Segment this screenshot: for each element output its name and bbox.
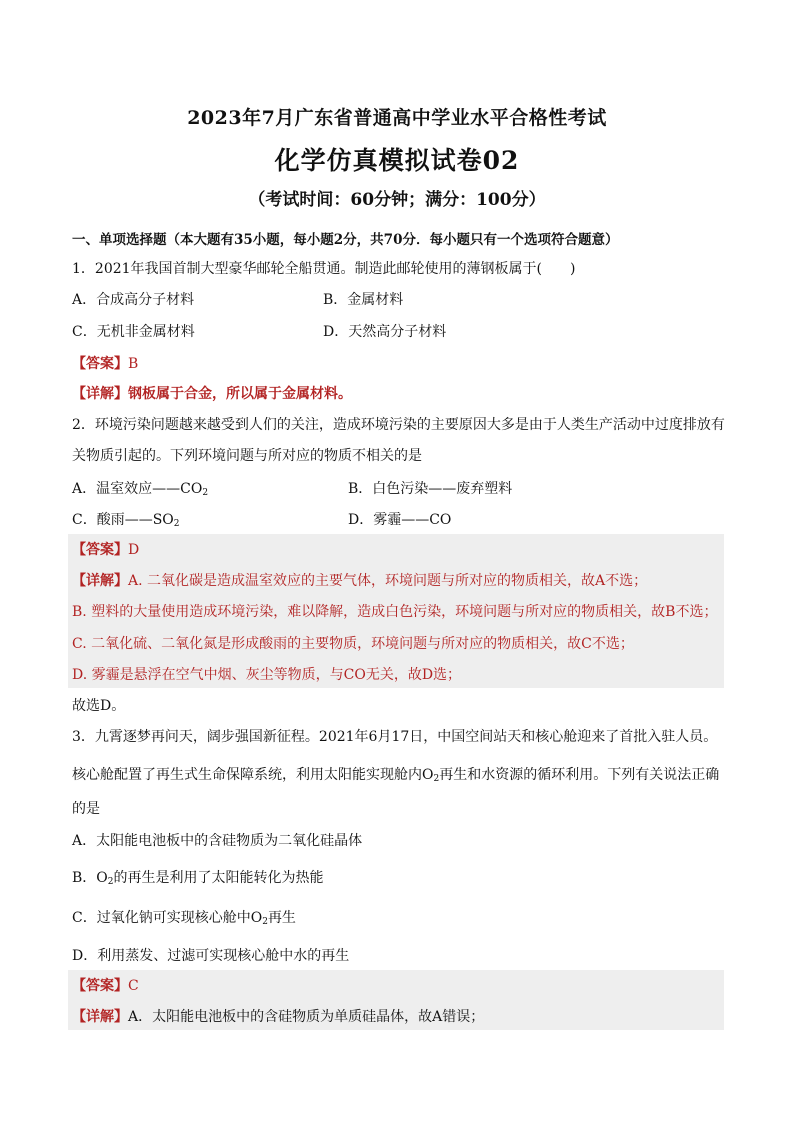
detail-label: 【详解】 <box>72 1009 128 1025</box>
q1-stem: 1．2021年我国首制大型豪华邮轮全船贯通。制造此邮轮使用的薄钢板属于( ) <box>72 261 576 277</box>
q3-option-b-sub: 2 <box>107 877 114 887</box>
answer-value: B <box>128 356 139 372</box>
answer-label: 【答案】 <box>72 978 128 994</box>
q2-stem-line1: 2．环境污染问题越来越受到人们的关注，造成环境污染的主要原因大多是由于人类生产活动中过度排放有 <box>72 417 725 433</box>
exam-title: 2023年7月广东省普通高中学业水平合格性考试 <box>187 107 607 129</box>
detail-text: A. 二氧化碳是造成温室效应的主要气体，环境问题与所对应的物质相关，故A不选； <box>128 573 648 589</box>
q3-option-b-text: B．O <box>72 870 108 886</box>
q3-stem-line2-text: 核心舱配置了再生式生命保障系统，利用太阳能实现舱内O <box>72 767 434 783</box>
q2-option-a-text: A．温室效应——CO <box>72 481 203 497</box>
answer-value: C <box>128 978 139 994</box>
q1-option-b: B．金属材料 <box>323 292 404 308</box>
q1-detail <box>72 383 352 403</box>
q2-option-d: D．雾霾——CO <box>348 512 452 528</box>
q3-option-d: D．利用蒸发、过滤可实现核心舱中水的再生 <box>72 948 350 964</box>
answer-label: 【答案】 <box>72 356 128 372</box>
q3-stem-line2-rest: 再生和水资源的循环利用。下列有关说法正确 <box>439 767 720 783</box>
q3-detail-a <box>72 1006 484 1026</box>
q3-stem-line3: 的是 <box>72 801 100 817</box>
q2-answer <box>72 539 139 559</box>
q1-option-a: A．合成高分子材料 <box>72 292 195 308</box>
q2-detail-c: C. 二氧化硫、二氧化氮是形成酸雨的主要物质，环境问题与所对应的物质相关，故C不选； <box>72 636 634 652</box>
q3-option-c-sub: 2 <box>262 917 268 927</box>
q2-option-c-sub: 2 <box>173 519 180 529</box>
q2-option-a-sub: 2 <box>202 488 209 498</box>
q3-stem-line2-sub: 2 <box>433 774 440 784</box>
section-heading: 一、单项选择题（本大题有35小题，每小题2分，共70分．每小题只有一个选项符合题意） <box>72 232 619 248</box>
q3-stem-line1: 3．九霄逐梦再问天，阔步强国新征程。2021年6月17日，中国空间站天和核心舱迎来了首批入驻人员。 <box>72 729 718 745</box>
q2-detail-d: D. 雾霾是悬浮在空气中烟、灰尘等物质，与CO无关，故D选； <box>72 667 462 683</box>
q1-option-d: D．天然高分子材料 <box>323 324 447 340</box>
q2-conclusion: 故选D。 <box>72 698 126 714</box>
q2-stem-line2: 关物质引起的。下列环境问题与所对应的物质不相关的是 <box>72 448 422 464</box>
detail-text: 钢板属于合金，所以属于金属材料。 <box>128 386 352 402</box>
answer-label: 【答案】 <box>72 542 128 558</box>
q2-option-a <box>72 478 208 498</box>
q3-option-b <box>72 867 324 887</box>
q3-option-c <box>72 907 296 927</box>
detail-text: A．太阳能电池板中的含硅物质为单质硅晶体，故A错误； <box>128 1009 485 1025</box>
q1-answer <box>72 353 138 373</box>
q3-option-b-rest: 的再生是利用了太阳能转化为热能 <box>113 870 324 886</box>
exam-info: （考试时间：60分钟；满分：100分） <box>248 190 546 210</box>
q3-stem-line2 <box>72 764 719 784</box>
answer-value: D <box>128 542 140 558</box>
detail-label: 【详解】 <box>72 573 128 589</box>
exam-subtitle: 化学仿真模拟试卷02 <box>274 146 520 175</box>
q3-option-a: A．太阳能电池板中的含硅物质为二氧化硅晶体 <box>72 833 363 849</box>
q2-detail-b: B. 塑料的大量使用造成环境污染，难以降解，造成白色污染，环境问题与所对应的物质相关，故B不选； <box>72 604 718 620</box>
q3-option-c-text: C．过氧化钠可实现核心舱中O <box>72 910 263 926</box>
q3-answer <box>72 975 139 995</box>
q2-option-c <box>72 509 180 529</box>
q1-option-c: C．无机非金属材料 <box>72 324 195 340</box>
q2-detail-a <box>72 570 647 590</box>
detail-label: 【详解】 <box>72 386 128 402</box>
q3-option-c-rest: 再生 <box>267 910 296 926</box>
q2-option-b: B．白色污染——废弃塑料 <box>348 481 513 497</box>
q2-option-c-text: C．酸雨——SO <box>72 512 174 528</box>
